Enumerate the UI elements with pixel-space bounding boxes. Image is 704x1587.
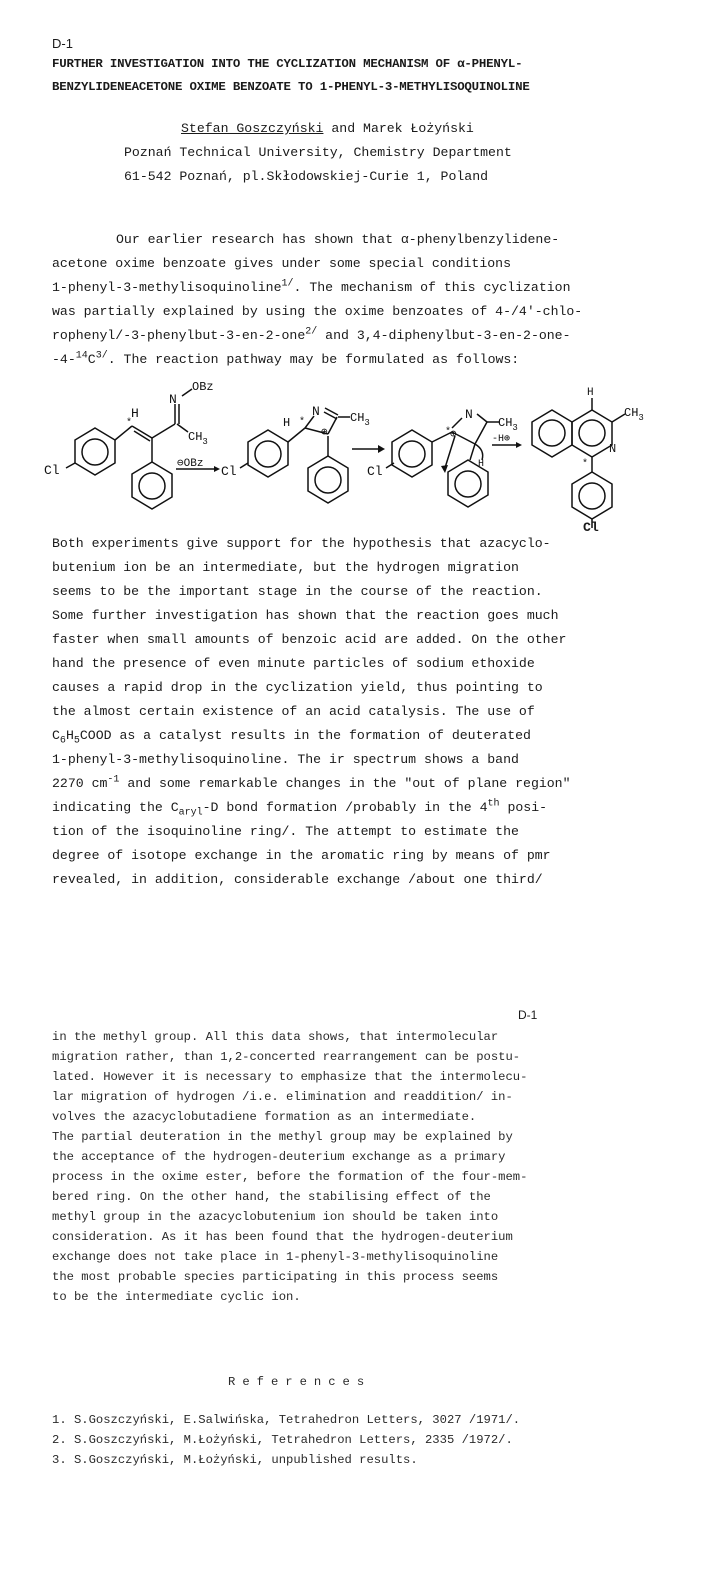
text-run: . The reaction pathway may be formulated as follows:: [107, 352, 520, 367]
aromatic-circle: [455, 471, 481, 497]
h-label: H: [587, 387, 594, 399]
page-label: D-1: [52, 36, 73, 51]
body2-line-2: migration rather, than 1,2-concerted rearrangement can be postu-: [52, 1050, 521, 1064]
body2-line-4: lar migration of hydrogen /i.e. elimination and readdition/ in-: [52, 1090, 513, 1104]
ch3-label: $CH_3$: [624, 406, 644, 423]
cl-label: Cl: [367, 464, 383, 479]
author-1: Stefan Goszczyński: [181, 121, 324, 136]
chlorophenyl-ring: [572, 472, 612, 519]
reaction-scheme: [0, 370, 704, 530]
author-2: Marek Łożyński: [363, 121, 474, 136]
text-run: COOD as a catalyst results in the formation of deuterated: [79, 728, 531, 743]
authors-and: and: [323, 121, 364, 136]
n-label: N: [609, 442, 617, 456]
ch3-label: $CH_3$: [350, 411, 370, 428]
aromatic-circle: [82, 439, 108, 465]
aromatic-circle: [255, 441, 281, 467]
text-run: rophenyl/-3-phenylbut-3-en-2-one: [52, 328, 306, 343]
title-line-1: FURTHER INVESTIGATION INTO THE CYCLIZATION MECHANISM OF α-PHENYL-: [52, 57, 523, 71]
body2-line-8: process in the oxime ester, before the formation of the four-mem-: [52, 1170, 528, 1184]
h-label: H: [131, 406, 139, 421]
reference-item: 1. S.Goszczyński, E.Salwińska, Tetrahedron Letters, 3027 /1971/.: [52, 1413, 521, 1427]
ref-2-sup: 2/: [305, 326, 318, 338]
body2-line-14: to be the intermediate cyclic ion.: [52, 1290, 301, 1304]
body2-line-6: The partial deuteration in the methyl group may be explained by: [52, 1130, 513, 1144]
cl-label: Cl: [221, 464, 237, 479]
molecule-oxime-benzoate: [44, 380, 214, 509]
body2-line-3: lated. However it is necessary to emphasize that the intermolecu-: [52, 1070, 528, 1084]
pyridine-ring: [572, 410, 612, 457]
reaction-arrow-1: [176, 458, 220, 472]
intro-line-1: Our earlier research has shown that α-phenylbenzylidene-: [116, 232, 560, 247]
text-run: C: [87, 352, 96, 367]
h-label: H: [283, 416, 291, 430]
molecule-azacyclobutenium: [221, 404, 370, 503]
reference-item: 2. S.Goszczyński, M.Łożyński, Tetrahedron Letters, 2335 /1972/.: [52, 1433, 513, 1447]
body2-line-10: methyl group in the azacyclobutenium ion should be taken into: [52, 1210, 499, 1224]
body1-line-7: causes a rapid drop in the cyclization yield, thus pointing to: [52, 680, 543, 695]
molecule-isoquinoline: [532, 387, 644, 528]
affiliation-line-1: Poznań Technical University, Chemistry Department: [124, 145, 512, 160]
body2-line-5: volves the azacyclobutadiene formation as an intermediate.: [52, 1110, 477, 1124]
obz-label: OBz: [192, 380, 214, 394]
cl-label: Cl: [44, 463, 60, 478]
aromatic-circle: [399, 441, 425, 467]
reagent-obz: ⊖OBz: [177, 458, 204, 470]
intro-line-4: was partially explained by using the oxime benzoates of 4-/4'-chlo-: [52, 304, 583, 319]
body2-line-12: exchange does not take place in 1-phenyl-3-methylisoquinoline: [52, 1250, 499, 1264]
star-label: *: [445, 427, 452, 438]
ref-3-sup: 3/: [95, 350, 108, 362]
body2-line-11: consideration. As it has been found that the hydrogen-deuterium: [52, 1230, 513, 1244]
isotope-sup: 14: [75, 350, 88, 362]
text-run: and 3,4-diphenylbut-3-en-2-one-: [317, 328, 571, 343]
molecule-transition-state: [367, 407, 518, 507]
body1-line-13: tion of the isoquinoline ring/. The attempt to estimate the: [52, 824, 519, 839]
body1-line-9: [52, 728, 531, 747]
subscript: 6: [59, 735, 66, 747]
body1-line-12: [52, 798, 548, 819]
text-run: posi-: [499, 800, 548, 815]
body2-line-7: the acceptance of the hydrogen-deuterium exchange as a primary: [52, 1150, 506, 1164]
text-run: -4-: [52, 352, 76, 367]
aromatic-circle: [539, 420, 565, 446]
body1-line-15: revealed, in addition, considerable exchange /about one third/: [52, 872, 543, 887]
intro-line-2: acetone oxime benzoate gives under some special conditions: [52, 256, 511, 271]
body1-line-1: Both experiments give support for the hypothesis that azacyclo-: [52, 536, 551, 551]
body1-line-10: 1-phenyl-3-methylisoquinoline. The ir spectrum shows a band: [52, 752, 519, 767]
n-label: N: [465, 407, 473, 422]
n-label: N: [312, 404, 320, 419]
intro-line-6: [52, 352, 519, 367]
reaction-arrow-3: [492, 434, 522, 448]
chlorophenyl-ring: [392, 430, 432, 477]
body1-line-4: Some further investigation has shown that the reaction goes much: [52, 608, 559, 623]
body1-line-2: butenium ion be an intermediate, but the hydrogen migration: [52, 560, 519, 575]
body2-line-13: the most probable species participating in this process seems: [52, 1270, 499, 1284]
aromatic-circle: [315, 467, 341, 493]
title-line-2: BENZYLIDENEACETONE OXIME BENZOATE TO 1-PHENYL-3-METHYLISOQUINOLINE: [52, 80, 530, 94]
authors: [181, 121, 474, 136]
body1-line-8: the almost certain existence of an acid catalysis. The use of: [52, 704, 535, 719]
reaction-arrow-2: [352, 445, 385, 453]
star-label: *: [299, 417, 306, 428]
aromatic-circle: [139, 473, 165, 499]
ref-1-sup: 1/: [281, 278, 294, 290]
text-run: . The mechanism of this cyclization: [293, 280, 571, 295]
body1-line-14: degree of isotope exchange in the aromatic ring by means of pmr: [52, 848, 551, 863]
text-run: H: [65, 728, 74, 743]
superscript: th: [487, 798, 500, 810]
page-label-2: D-1: [518, 1008, 538, 1022]
aromatic-circle: [579, 420, 605, 446]
phenyl-ring: [308, 456, 348, 503]
intro-line-3: [52, 280, 571, 295]
phenyl-ring: [132, 462, 172, 509]
plus-charge: ⊕: [450, 429, 457, 441]
aromatic-circle: [579, 483, 605, 509]
n-label: N: [169, 392, 177, 407]
star-label: *: [582, 459, 589, 470]
chlorophenyl-ring: [75, 428, 115, 475]
text-run: indicating the C: [52, 800, 179, 815]
reagent-minus-h: -H⊕: [492, 434, 511, 445]
superscript: -1: [107, 774, 120, 786]
subscript: aryl: [178, 807, 203, 819]
cl-label-bottom: Cl: [583, 520, 599, 535]
affiliation-line-2: 61-542 Poznań, pl.Skłodowskiej-Curie 1, Poland: [124, 169, 489, 184]
ch3-label: $CH_3$: [188, 430, 208, 447]
text-run: 1-phenyl-3-methylisoquinoline: [52, 280, 282, 295]
text-run: 2270 cm: [52, 776, 108, 791]
subscript: 5: [73, 735, 80, 747]
text-run: and some remarkable changes in the "out of plane region": [119, 776, 571, 791]
body1-line-3: seems to be the important stage in the course of the reaction.: [52, 584, 543, 599]
references-heading: References: [228, 1375, 372, 1389]
chlorophenyl-ring: [248, 430, 288, 477]
intro-line-5: [52, 328, 571, 343]
star-label: *: [126, 418, 133, 429]
body1-line-11: [52, 776, 571, 791]
benzo-ring: [532, 410, 572, 457]
text-run: -D bond formation /probably in the 4: [202, 800, 488, 815]
ch3-label: $CH_3$: [498, 416, 518, 433]
text-run: C: [52, 728, 60, 743]
h-label: H: [478, 459, 485, 470]
plus-charge: ⊕: [321, 427, 328, 439]
body1-line-6: hand the presence of even minute particles of sodium ethoxide: [52, 656, 535, 671]
reference-item: 3. S.Goszczyński, M.Łożyński, unpublished results.: [52, 1453, 418, 1467]
body1-line-5: faster when small amounts of benzoic acid are added. On the other: [52, 632, 567, 647]
body2-line-9: bered ring. On the other hand, the stabilising effect of the: [52, 1190, 491, 1204]
body2-line-1: in the methyl group. All this data shows, that intermolecular: [52, 1030, 499, 1044]
